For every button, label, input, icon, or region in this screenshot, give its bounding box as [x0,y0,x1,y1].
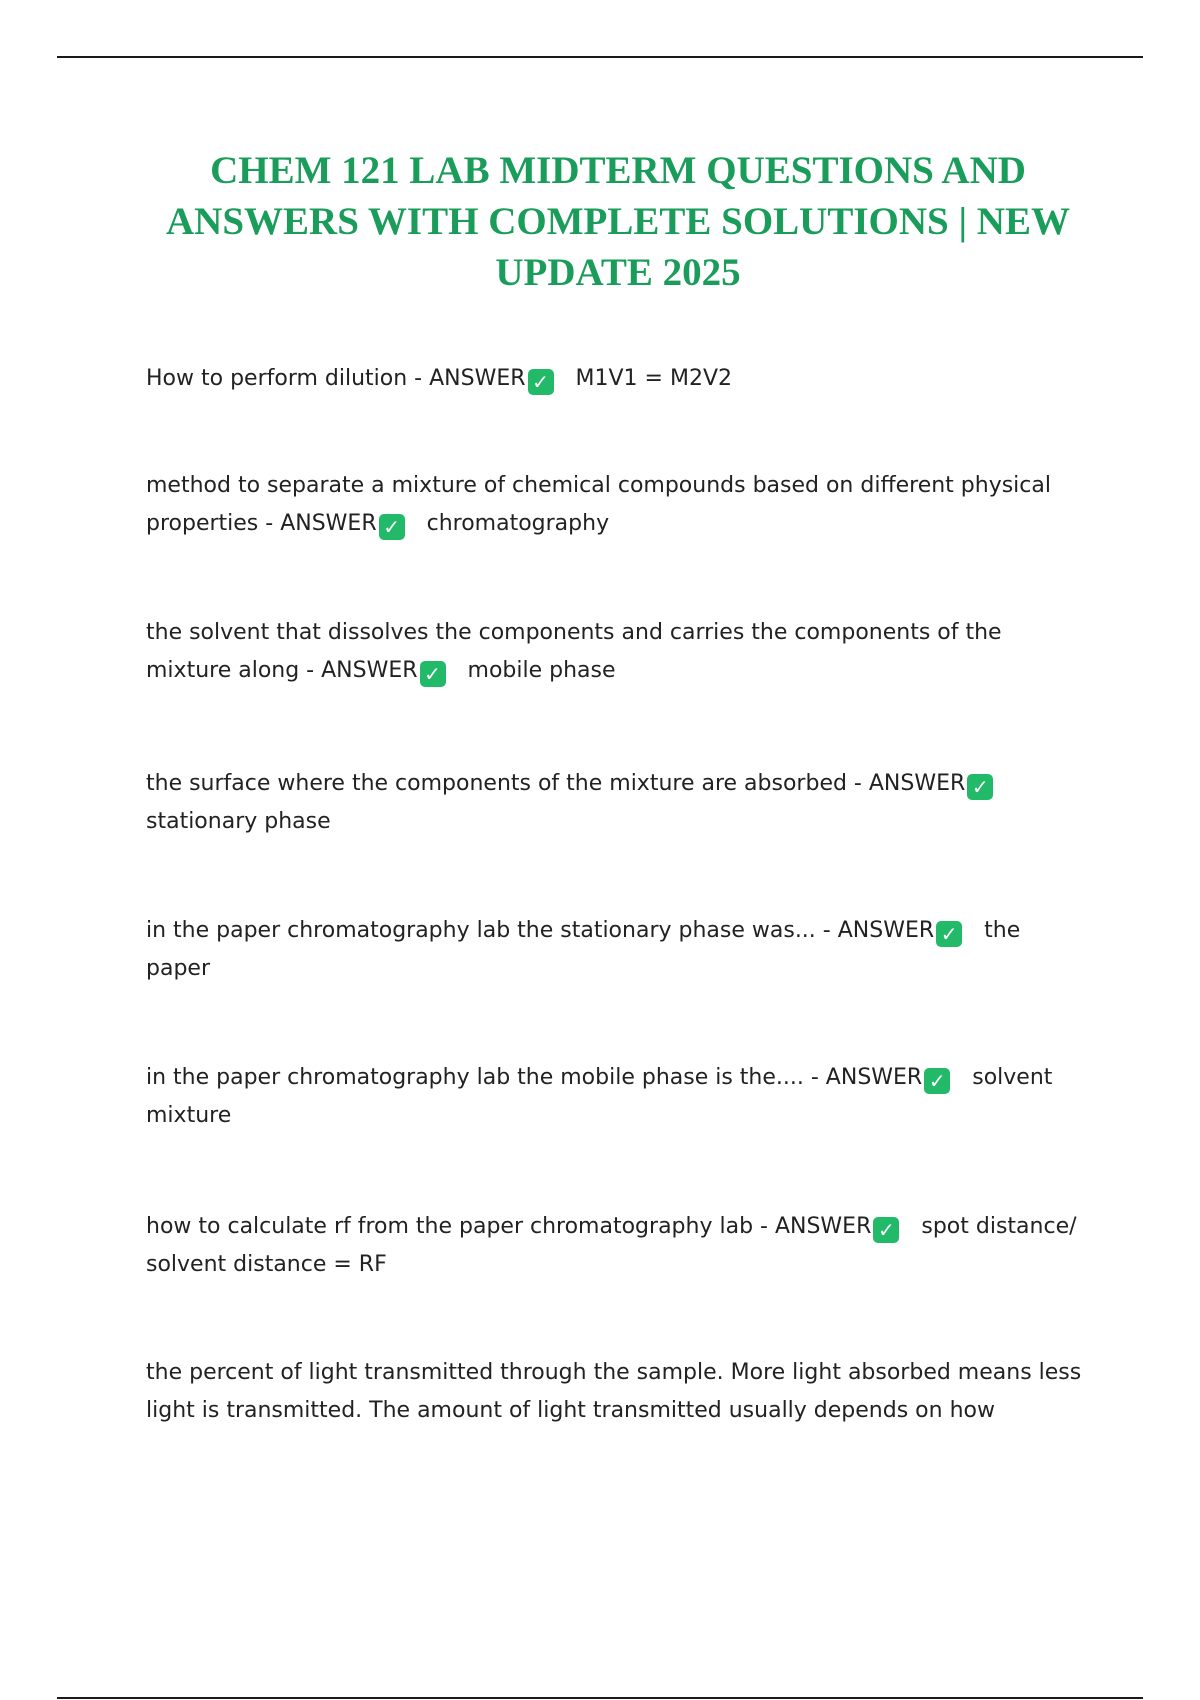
question-text: how to calculate rf from the paper chromatography lab - ANSWER [146,1214,872,1239]
check-icon: ✓ [420,661,446,687]
check-icon: ✓ [528,369,554,395]
answer-text: the paper [146,918,1021,981]
qa-item-partial [146,1354,1086,1430]
question-text: the solvent that dissolves the components and carries the components of the mixture along - ANSWER [146,620,1002,683]
answer-text: solvent mixture [146,1065,1053,1128]
answer-text: spot distance/ solvent distance = RF [146,1214,1077,1277]
check-icon: ✓ [379,514,405,540]
question-text: the surface where the components of the mixture are absorbed - ANSWER [146,771,966,796]
qa-item [146,912,1086,988]
check-icon: ✓ [924,1068,950,1094]
question-text: method to separate a mixture of chemical compounds based on different physical properties - ANSWER [146,473,1051,536]
answer-text: stationary phase [146,809,331,834]
qa-item [146,360,1086,398]
answer-text: mobile phase [467,658,616,683]
bottom-rule [57,1697,1143,1699]
answer-text: chromatography [426,511,610,536]
document-title: CHEM 121 LAB MIDTERM QUESTIONS AND ANSWERS WITH COMPLETE SOLUTIONS | NEW UPDATE 2025 [166,149,1070,294]
check-icon: ✓ [873,1217,899,1243]
check-icon: ✓ [967,774,993,800]
check-icon: ✓ [936,921,962,947]
question-text: the percent of light transmitted through the sample. More light absorbed means less light is transmitted. The amount of light transmitted usually depends on how [146,1360,1082,1423]
question-text: How to perform dilution - ANSWER [146,366,526,391]
answer-text: M1V1 = M2V2 [575,366,732,391]
qa-item [146,1059,1086,1135]
question-text: in the paper chromatography lab the mobile phase is the.... - ANSWER [146,1065,923,1090]
qa-item [146,614,1086,690]
qa-item [146,467,1086,543]
top-rule [57,56,1143,58]
question-text: in the paper chromatography lab the stationary phase was... - ANSWER [146,918,935,943]
qa-item [146,1208,1086,1284]
qa-item [146,765,1086,841]
